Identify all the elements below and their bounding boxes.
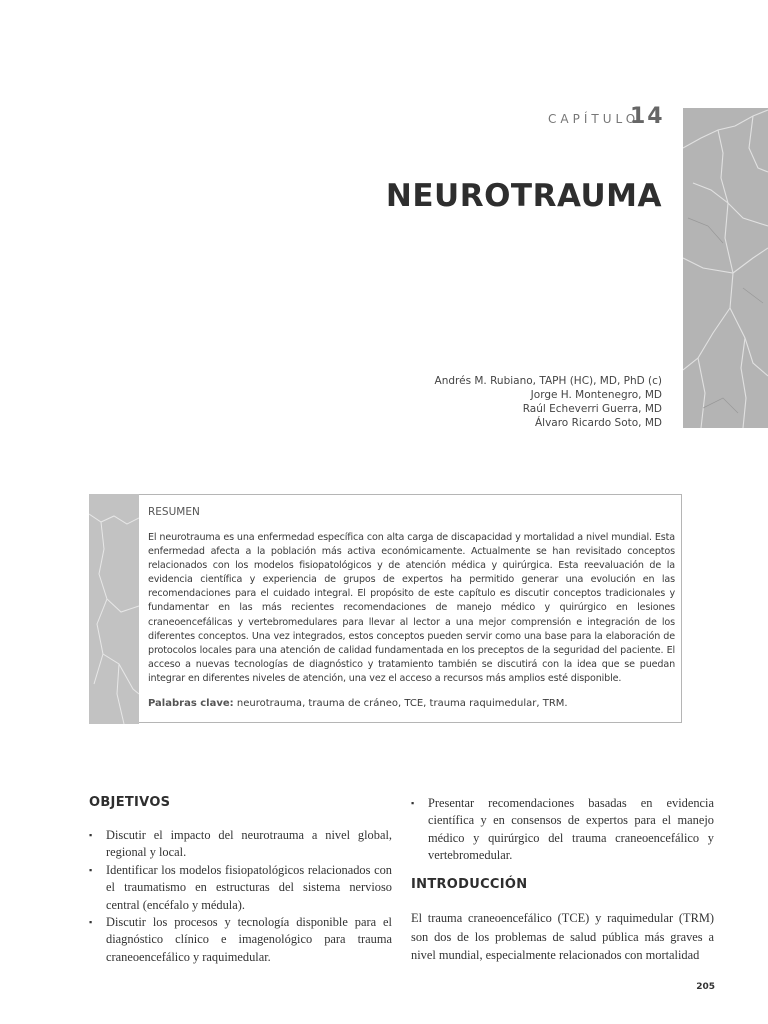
list-item <box>411 795 714 865</box>
bullet-icon: ▪ <box>89 864 93 875</box>
chapter-label: CAPÍTULO <box>548 112 640 126</box>
page-number: 205 <box>696 982 715 992</box>
objective-text: Discutir los procesos y tecnología disponible para el diagnóstico clínico e imagenológico para trauma craneoencefálico y raquimedular. <box>106 915 392 964</box>
objective-text: Discutir el impacto del neurotrauma a nivel global, regional y local. <box>106 828 392 860</box>
author-name: Jorge H. Montenegro, MD <box>530 389 662 401</box>
objectives-list-continued <box>411 795 714 865</box>
keywords-line <box>148 698 675 709</box>
author-name: Álvaro Ricardo Soto, MD <box>534 417 662 429</box>
list-item <box>89 862 392 914</box>
chapter-number: 14 <box>630 104 665 129</box>
bullet-icon: ▪ <box>411 798 415 808</box>
bullet-icon: ▪ <box>89 830 93 840</box>
introduction-text: El trauma craneoencefálico (TCE) y raquimedular (TRM) son dos de los problemas de salud pública más graves a nivel mundial, especialmente relacionados con mortalidad <box>411 911 714 963</box>
objective-text: Identificar los modelos fisiopatológicos relacionados con el traumatismo en estructuras del sistema nervioso central (encéfalo y médula). <box>106 862 392 912</box>
bullet-icon: ▪ <box>89 917 93 928</box>
summary-heading: RESUMEN <box>148 506 200 518</box>
objectives-heading: OBJETIVOS <box>89 795 171 810</box>
summary-decorative-strip <box>89 494 139 724</box>
objectives-list <box>89 827 392 966</box>
list-item <box>89 827 392 862</box>
introduction-heading: INTRODUCCIÓN <box>411 877 528 892</box>
objective-text: Presentar recomendaciones basadas en evidencia científica y en consensos de expertos para el manejo médico y quirúrgico del trauma craneoencefálico y vertebromedular. <box>428 796 714 863</box>
summary-text: El neurotrauma es una enfermedad específica con alta carga de discapacidad y mortalidad a nivel mundial. Esta enfermedad afecta a la población más activa económicamente. Actualmente se han revisitado conceptos relacionados con los modelos fisiopatológicos y de atención médica y quirúrgica. Esta reevaluación de la evidencia científica y experiencia de grupos de expertos ha permitido generar una evolución en las recomendaciones para el cuidado integral. El propósito de este capítulo es discutir conceptos tradicionales y fundamentar en las más recientes recomendaciones de manejo médico y quirúrgico en lesiones craneoencefálicas y vertebromedulares para llevar al lector a una mejor comprensión e integración de los diferentes conceptos. Una vez integrados, estos conceptos pueden servir como una base para la elaboración de protocolos locales para una atención de calidad fundamentada en los preceptos de la seguridad del paciente. El acceso a nuevas tecnologías de diagnóstico y tratamiento también se discutirá con la idea que se puedan integrar en diferentes niveles de atención, una vez el acceso a recursos más amplios esté disponible. <box>148 532 675 684</box>
list-item <box>89 914 392 966</box>
author-name: Raúl Echeverri Guerra, MD <box>522 403 662 415</box>
keywords-text: neurotrauma, trauma de cráneo, TCE, trauma raquimedular, TRM. <box>236 698 568 709</box>
author-name: Andrés M. Rubiano, TAPH (HC), MD, PhD (c) <box>434 375 662 387</box>
crack-texture-image <box>89 494 139 724</box>
keywords-label: Palabras clave: <box>148 698 234 709</box>
page-title: NEUROTRAUMA <box>385 178 662 214</box>
decorative-crack-panel <box>683 108 768 428</box>
crack-texture-image <box>683 108 768 428</box>
author-list <box>435 374 662 430</box>
